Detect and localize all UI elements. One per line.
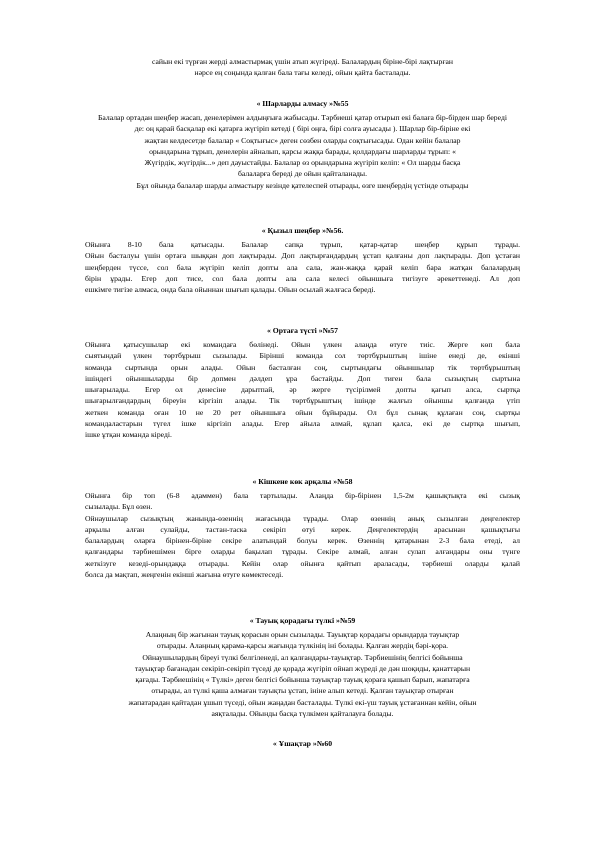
section-heading-55: « Шарларды алмасу »№55	[256, 99, 349, 108]
text-line: командаластарын түгел ішке кіргізіп алады. Егер айыла алмай, құлап қалса, екі де сыртқа шығып,	[85, 419, 520, 429]
text-line: Жүгірдік, жүгірдік...» деп дауыстайды. Балалар өз орындарына жүгіріп келіп: « Ол шарды басқа	[144, 158, 461, 168]
text-line: Ойнаушылар сызықтың жанында-өзеннің жағасында тұрады. Олар өзеннің анық сызылған деңгелектер	[85, 513, 520, 523]
text-line: арқылы алған сулайды, тастан-таска секіріп өтуі керек. Деңгелектердің арасынан қашықтығы	[85, 524, 520, 534]
text-line: жақтан келдесетде балалар « Соқтығыс» деген сөзбен оларды соқтығысады. Одан кейін балалар	[144, 135, 461, 145]
text-line: жеткен команда оған 10 не 20 рет ойыншыға ойын бұйырады. Ол бұл сынақ құлаған соң, сыртқы	[85, 407, 520, 417]
text-line: де: оң қарай басқалар екі қатарға жүгіріп кетеді ( бірі оңға, бірі солға ауысады ). Шарлар бір-біріне екі	[134, 124, 471, 134]
text-line: қағады. Тәрбиешінің « Түлкі» деген белгісі бойынша тауықтар тауық қораға қашып барып, жапатарға	[135, 675, 470, 685]
text-line: отырады, ал түлкі қаша алмаған тауықты ұстап, ініне алып кетеді. Қалған тауықтар отырған	[151, 686, 454, 696]
text-line: бірін ұрады. Егер доп тисе, сол бала допты ала сала келесі ойыншыға тигізуге әрекеттенеді. Ал доп	[85, 273, 520, 283]
text-line: сыятындай үлкен төртбұрыш сызылады. Бірінші команда сол төртбұрыштың ішіне енеді де, екінші	[85, 351, 520, 361]
text-line: Ойынға 8-10 бала қатысады. Балалар сапқа тұрып, қатар-қатар шеңбер құрып тұрады.	[85, 240, 520, 249]
text-line: Балалар ортадан шеңбер жасап, денелерімен алдыңғыға жабысады. Тәрбиеші қатар отырып екі балаға бір-бірден шар береді	[97, 113, 507, 122]
text-line: сайын екі түрған жерді алмастырмақ үшін атып жүгіреді. Балалардың біріне-бірі лақтырған	[151, 57, 454, 66]
section-heading-59: « Тауық қорадағы түлкі »№59	[249, 616, 356, 625]
text-line: отырады. Алаңның қарама-қарсы жағында түлкінің іні болады. Қалған жердің бәрі-қора.	[156, 641, 449, 651]
text-line: команда сыртында орын алады. Ойын басталған соң, сыртындағы ойыншылар тік төртбұрыштың	[85, 362, 520, 372]
text-line: Ойнаушылардың біреуі түлкі белгіленеді, ал қалғандары-тауықтар. Тәрбиешінің белгісі бойынша	[142, 652, 463, 662]
text-line: шығарылғандардың біреуін кіргізіп алады. Тік төртбұрыштың ішінде жалғыз ойыншы қалғанда үтіп	[85, 396, 520, 406]
text-line: қалғандары тәрбиешімен бірге оларды бақылап тұрады. Секіре алмай, алған сулап алғандары оны түнге	[85, 547, 520, 557]
text-line: Ойынға бір топ (6-8 адаммен) бала тартылады. Алаңда бір-бірінен 1,5-2м қашықтықта екі сызық	[85, 491, 520, 500]
section-body-59	[85, 629, 520, 719]
intro-paragraph	[85, 56, 520, 79]
text-line: аяқталады. Ойынды басқа түлкімен қайталауға болады.	[211, 709, 394, 719]
text-line: болса да мақтап, жеңгенін екінші жағына өтуге көмектеседі.	[85, 570, 284, 580]
text-line: сызылады. Бұл өзен.	[85, 502, 153, 512]
text-line: ішіндегі ойыншыларды бір допмен дәлдеп ұра бастайды. Доп тиген бала сызықтың сыртына	[85, 373, 520, 383]
text-line: нәрсе ең соңында қалған бала тағы келеді, ойын қайта басталады.	[194, 68, 411, 78]
text-line: балалардың оларға бірінен-біріне секіре алатындай болуы керек. Өзеннің қатарынан 2-3 бала етеді, ал	[85, 536, 520, 546]
text-line: Ойынға қатысушылар екі командаға бөлінеді. Ойын үлкен алаңда өтуге тиіс. Жерге көп бала	[85, 340, 520, 349]
text-line: ешкімге тигізе алмаса, онда бала ойыннан шығып қалады. Ойын осылай жалғаса береді.	[85, 285, 376, 295]
section-body-55	[85, 112, 520, 191]
text-line: орындарына тұрып, денелерін айналып, қарсы жаққа барады, қолдардағы шарларды тұрып: «	[149, 146, 456, 156]
section-heading-57: « Ортаға түсті »№57	[266, 326, 338, 335]
text-line: тауықтар бағанадан секіріп-секіріп түседі де қорада жүгіріп ойнап жүреді де дән шоқиды, қанаттарын	[134, 663, 471, 673]
text-line: Ойын басталуы үшін ортаға шыққан доп лақтырады. Доп лақтырғандардың ұстап қалғаны доп лақтырады. Доп ұстаған	[85, 251, 520, 261]
section-body-56	[85, 239, 520, 295]
text-line: балаларға береді де ойын қайталанады.	[237, 169, 367, 179]
section-heading-56: « Қызыл шеңбер »№56.	[261, 226, 344, 235]
text-line: шығарылады. Егер ол денесіне дарытпай, әр жерге түсірілмей допты қағып алса, сыртқа	[85, 385, 520, 395]
text-line: Бұл ойында балалар шарды алмастыру кезінде қателеспей отырады, өзге шеңбердің үстінде отырады	[136, 180, 469, 190]
section-body-57	[85, 339, 520, 441]
text-line: жапатарадан қайтадан ұшып түседі, ойын жаңадан басталады. Түлкі екі-үш тауық ұстағаннан кейін, ойын	[128, 697, 477, 707]
section-heading-60: « Ұшақтар »№60	[272, 739, 333, 748]
text-line: Алаңның бір жағынан тауық қорасын орын сызылады. Тауықтар қорадағы орындарда тауықтар	[145, 630, 460, 639]
text-line: шеңберден түссе, сол бала жүгіріп келіп допты ала сала, жан-жаққа қарай келіп бара жатқан балалардың	[85, 262, 520, 272]
section-body-58	[85, 490, 520, 580]
text-line: жеткізуге кезеді-орындаққа отырады. Кейін олар ойынға қайтып араласады, тәрбиеші оларды қалай	[85, 558, 520, 568]
text-line: ішке ұтқан команда кіреді.	[85, 430, 172, 440]
section-heading-58: « Кішкене көк арқалы »№58	[252, 477, 353, 486]
